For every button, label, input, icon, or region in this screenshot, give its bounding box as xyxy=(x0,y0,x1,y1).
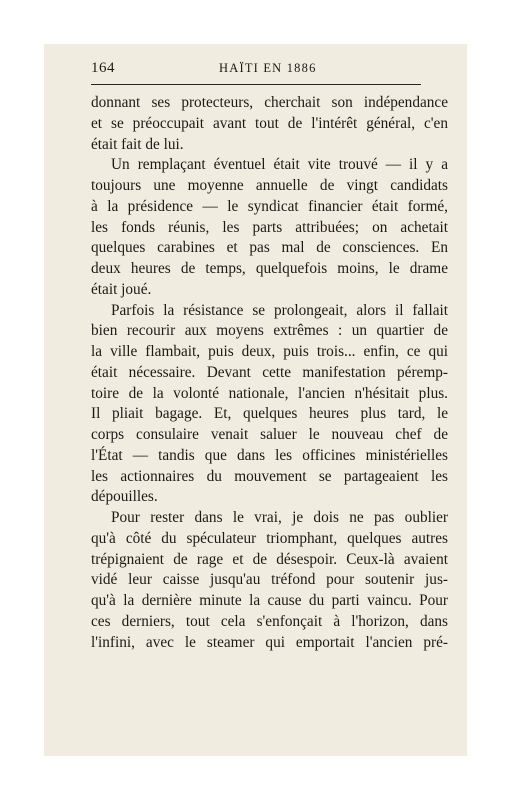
paragraph xyxy=(91,93,448,155)
paragraph xyxy=(91,508,448,653)
text-line: corps consulaire venait saluer le nouveau chef de xyxy=(91,426,448,443)
header-rule xyxy=(91,84,421,85)
paragraph xyxy=(91,301,448,509)
text-line: les fonds réunis, les parts attribuées; on achetait xyxy=(91,218,448,236)
text-line: toujours une moyenne annuelle de vingt candidats xyxy=(91,177,448,194)
running-title: HAÏTI EN 1886 xyxy=(219,61,317,75)
text-line: était fait de lui. xyxy=(91,135,184,153)
body-text xyxy=(91,93,448,653)
text-line: était joué. xyxy=(91,280,152,298)
page-number: 164 xyxy=(91,60,115,76)
text-line: deux heures de temps, quelquefois moins, le drame xyxy=(91,260,448,277)
text-line: toire de la volonté nationale, l'ancien n'hésitait plus. xyxy=(91,384,448,402)
text-line: les actionnaires du mouvement se partageaient les xyxy=(91,467,448,485)
text-line: était nécessaire. Devant cette manifestation péremp- xyxy=(91,363,448,381)
text-line: Pour rester dans le vrai, je dois ne pas oublier xyxy=(111,509,448,526)
book-page xyxy=(44,44,467,756)
text-line: Un remplaçant éventuel était vite trouvé — il y a xyxy=(111,156,448,174)
text-line: et se préoccupait avant tout de l'intérêt général, c'en xyxy=(91,114,448,132)
text-line: quelques carabines et pas mal de consciences. En xyxy=(91,239,448,257)
text-line: Parfois la résistance se prolongeait, alors il fallait xyxy=(111,301,448,319)
text-line: bien recourir aux moyens extrêmes : un quartier de xyxy=(91,322,448,340)
text-line: vidé leur caisse jusqu'au tréfond pour soutenir jus- xyxy=(91,571,448,589)
paragraph xyxy=(91,155,448,300)
text-line: dépouilles. xyxy=(91,488,158,506)
text-line: trépignaient de rage et de désespoir. Ceux-là avaient xyxy=(91,550,448,568)
text-line: ces derniers, tout cela s'enfonçait à l'horizon, dans xyxy=(91,612,448,630)
text-line: la ville flambait, puis deux, puis trois... enfin, ce qui xyxy=(91,343,448,360)
text-line: Il pliait bagage. Et, quelques heures plus tard, le xyxy=(91,405,448,423)
text-line: qu'à côté du spéculateur triomphant, quelques autres xyxy=(91,529,448,547)
text-line: qu'à la dernière minute la cause du parti vaincu. Pour xyxy=(91,592,448,609)
text-line: donnant ses protecteurs, cherchait son indépendance xyxy=(91,94,448,111)
text-line: à la présidence — le syndicat financier était formé, xyxy=(91,197,448,215)
page-header xyxy=(91,57,421,81)
text-line: l'infini, avec le steamer qui emportait l'ancien pré- xyxy=(91,633,448,651)
text-line: l'État — tandis que dans les officines ministérielles xyxy=(91,446,448,464)
